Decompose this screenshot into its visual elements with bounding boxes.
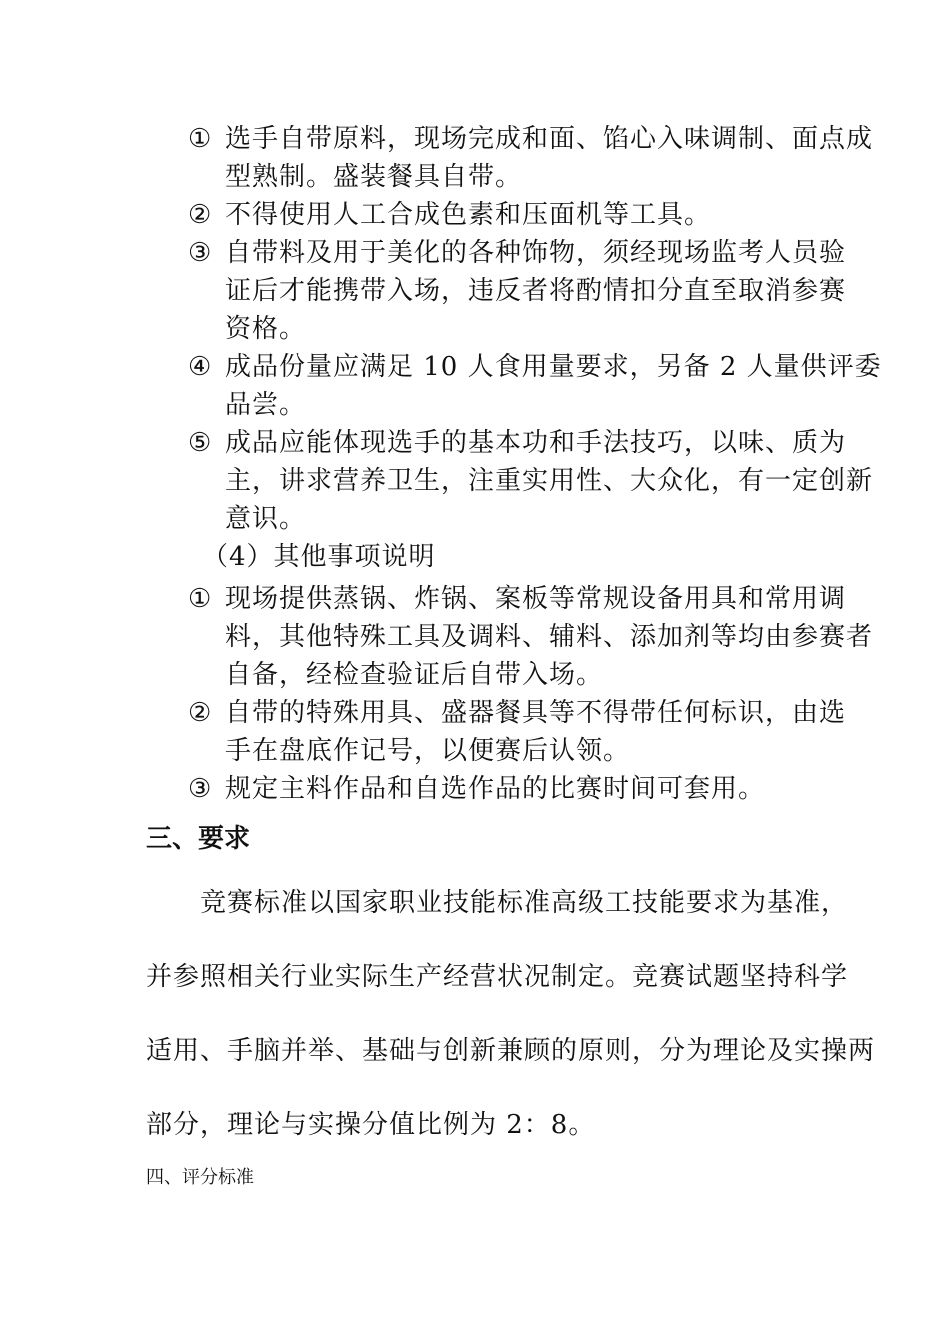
paragraph-line: 部分，理论与实操分值比例为 2：8。 xyxy=(146,1110,596,1140)
subsection-title: （4）其他事项说明 xyxy=(202,542,436,572)
item-number: ① xyxy=(188,584,213,614)
item-text-line: 自备，经检查验证后自带入场。 xyxy=(225,660,604,690)
item-text-line: 规定主料作品和自选作品的比赛时间可套用。 xyxy=(225,774,766,804)
item-text-line: 证后才能携带入场，违反者将酌情扣分直至取消参赛 xyxy=(225,276,847,306)
item-number: ⑤ xyxy=(188,428,213,458)
item-text-line: 自带料及用于美化的各种饰物，须经现场监考人员验 xyxy=(225,238,847,268)
item-number: ③ xyxy=(188,774,213,804)
item-text-line: 料，其他特殊工具及调料、辅料、添加剂等均由参赛者 xyxy=(225,622,874,652)
item-number: ② xyxy=(188,200,213,230)
item-text-line: 意识。 xyxy=(225,504,307,534)
section-heading: 三、要求 xyxy=(146,824,251,854)
section-heading: 四、评分标准 xyxy=(146,1167,254,1188)
item-text-line: 现场提供蒸锅、炸锅、案板等常规设备用具和常用调 xyxy=(225,584,847,614)
item-text-line: 品尝。 xyxy=(225,390,307,420)
item-text-line: 选手自带原料，现场完成和面、馅心入味调制、面点成 xyxy=(225,124,874,154)
item-text-line: 型熟制。盛装餐具自带。 xyxy=(225,162,523,192)
item-text-line: 手在盘底作记号，以便赛后认领。 xyxy=(225,736,631,766)
item-text-line: 成品应能体现选手的基本功和手法技巧，以味、质为 xyxy=(225,428,847,458)
item-text-line: 自带的特殊用具、盛器餐具等不得带任何标识，由选 xyxy=(225,698,847,728)
item-number: ① xyxy=(188,124,213,154)
paragraph-line: 适用、手脑并举、基础与创新兼顾的原则，分为理论及实操两 xyxy=(146,1036,876,1066)
paragraph-line: 并参照相关行业实际生产经营状况制定。竞赛试题坚持科学 xyxy=(146,962,849,992)
item-text-line: 资格。 xyxy=(225,314,307,344)
item-text-line: 不得使用人工合成色素和压面机等工具。 xyxy=(225,200,712,230)
item-number: ③ xyxy=(188,238,213,268)
item-number: ④ xyxy=(188,352,213,382)
item-text-line: 主，讲求营养卫生，注重实用性、大众化，有一定创新 xyxy=(225,466,874,496)
item-text-line: 成品份量应满足 10 人食用量要求，另备 2 人量供评委 xyxy=(225,352,882,382)
paragraph-line: 竞赛标准以国家职业技能标准高级工技能要求为基准， xyxy=(146,888,849,918)
item-number: ② xyxy=(188,698,213,728)
